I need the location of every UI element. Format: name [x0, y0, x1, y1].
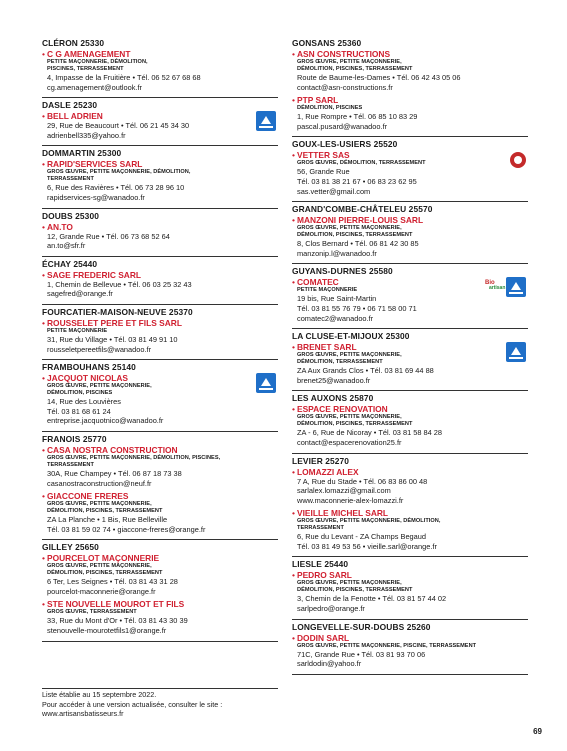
city-heading: DOUBS 25300 [42, 210, 99, 221]
address-line: 8, Clos Bernard • Tél. 06 81 42 30 85 [297, 239, 419, 249]
contact-link[interactable]: contact@espacerenovation25.fr [297, 437, 402, 447]
bullet-icon: • [292, 508, 295, 519]
city-section-frambouhans-25140 [42, 362, 278, 432]
contact-link[interactable]: rousseletpereetfils@wanadoo.fr [47, 344, 152, 354]
listing-comatec [292, 277, 528, 323]
contact-link[interactable]: rapidservices-sg@wanadoo.fr [47, 192, 145, 202]
bullet-icon: • [42, 111, 45, 122]
bullet-icon: • [42, 221, 45, 232]
bullet-icon: • [292, 277, 295, 288]
city-heading: DOMMARTIN 25300 [42, 148, 122, 159]
activity-line: PISCINES, TERRASSEMENT [47, 66, 124, 72]
company-name: JACQUOT NICOLAS [47, 373, 128, 384]
city-heading: LEVIER 25270 [292, 455, 350, 466]
address-line: Tél. 03 81 49 53 56 • vieille.sarl@orange.fr [297, 541, 437, 551]
address-line: 19 bis, Rue Saint-Martin [297, 294, 377, 304]
company-name: RAPID'SERVICES SARL [47, 159, 143, 170]
activity-line: GROS ŒUVRE, PETITE MAÇONNERIE, [297, 352, 402, 359]
activity-line: TERRASSEMENT [47, 176, 94, 183]
bullet-icon: • [292, 466, 295, 477]
page-number: 69 [533, 727, 542, 736]
bullet-icon: • [292, 150, 295, 161]
listing-lomazzi-alex [292, 467, 528, 506]
city-heading: GOUX-LES-USIERS 25520 [292, 139, 398, 150]
company-name: DODIN SARL [297, 632, 350, 643]
company-name: CASA NOSTRA CONSTRUCTION [47, 444, 178, 455]
listing-brenet-sarl [292, 342, 528, 385]
listing-sage-frederic-sarl [42, 270, 278, 299]
city-section-doubs-25300 [42, 211, 278, 257]
qualibat-logo-icon [506, 342, 526, 362]
contact-link[interactable]: adrienbell335@yahoo.fr [47, 130, 126, 140]
address-line: 12, Grande Rue • Tél. 06 73 68 52 64 [47, 231, 170, 241]
bullet-icon: • [42, 269, 45, 280]
city-section-fourcatier-maison-neuve-25370 [42, 307, 278, 360]
address-line: 71C, Grande Rue • Tél. 03 81 93 70 06 [297, 649, 426, 659]
activity-line: GROS ŒUVRE, PETITE MAÇONNERIE, DÉMOLITION, PISCINES, [47, 454, 221, 461]
activity-line: GROS ŒUVRE, PETITE MAÇONNERIE, PISCINE, TERRASSEMENT [297, 642, 477, 649]
company-name: PTP SARL [297, 95, 339, 106]
company-name: LOMAZZI ALEX [297, 466, 359, 477]
contact-link[interactable]: www.maconnerie-alex-lomazzi.fr [297, 495, 404, 505]
address-line: 56, Grande Rue [297, 167, 350, 177]
listing-espace-renovation [292, 404, 528, 447]
address-line: 6, Rue du Levant - ZA Champs Begaud [297, 532, 427, 542]
company-name: AN.TO [47, 221, 73, 232]
company-name: BELL ADRIEN [47, 111, 103, 122]
company-name: ESPACE RENOVATION [297, 404, 388, 415]
address-line: 7 A, Rue du Stade • Tél. 06 83 86 00 48 [297, 476, 428, 486]
listing-an-to [42, 222, 278, 251]
listing-ptp-sarl [292, 95, 528, 131]
contact-link[interactable]: sagefred@orange.fr [47, 289, 113, 299]
bullet-icon: • [292, 404, 295, 415]
activity-line: PETITE MAÇONNERIE, DÉMOLITION, [47, 59, 148, 65]
contact-link[interactable]: sas.vetter@gmail.com [297, 186, 371, 196]
listing-manzoni-pierre-louis-sarl [292, 215, 528, 258]
bullet-icon: • [42, 159, 45, 170]
listing-c-g-amenagement [42, 49, 278, 92]
city-heading: FRANOIS 25770 [42, 433, 107, 444]
certification-seal-icon [510, 152, 526, 168]
bullet-icon: • [42, 317, 45, 328]
city-heading: FOURCATIER-MAISON-NEUVE 25370 [42, 306, 193, 317]
contact-link[interactable]: pourcelot-maconnerie@orange.fr [47, 586, 156, 596]
city-heading: LONGEVELLE-SUR-DOUBS 25260 [292, 621, 431, 632]
listing-asn-constructions [292, 49, 528, 92]
listing-pourcelot-maconnerie [42, 553, 278, 596]
bullet-icon: • [292, 570, 295, 581]
city-section-longevelle-sur-doubs-25260 [292, 622, 528, 675]
activity-line: TERRASSEMENT [297, 525, 344, 532]
activity-line: GROS ŒUVRE, DÉMOLITION, TERRASSEMENT [297, 160, 426, 167]
city-section-dommartin-25300 [42, 148, 278, 208]
company-name: PEDRO SARL [297, 570, 352, 581]
contact-link[interactable]: entreprise.jacquotnico@wanadoo.fr [47, 416, 164, 426]
activity-line: DÉMOLITION, PISCINES, TERRASSEMENT [47, 508, 163, 515]
listing-casa-nostra-construction [42, 445, 278, 488]
company-name: COMATEC [297, 277, 339, 288]
activity-line: GROS ŒUVRE, PETITE MAÇONNERIE, [297, 225, 402, 232]
address-line: ZA La Planche • 1 Bis, Rue Belleville [47, 515, 168, 525]
contact-link[interactable]: comatec2@wanadoo.fr [297, 313, 374, 323]
bullet-icon: • [292, 342, 295, 353]
company-name: MANZONI PIERRE-LOUIS SARL [297, 215, 424, 226]
city-section-dasle-25230 [42, 100, 278, 146]
address-line: 31, Rue du Village • Tél. 03 81 49 91 10 [47, 334, 178, 344]
bullet-icon: • [42, 553, 45, 564]
activity-line: GROS ŒUVRE, PETITE MAÇONNERIE, [297, 59, 402, 65]
city-heading: ÉCHAY 25440 [42, 258, 98, 269]
address-line: 6, Rue des Ravières • Tél. 06 73 28 96 10 [47, 183, 185, 193]
activity-line: DÉMOLITION, PISCINES [47, 390, 113, 397]
contact-link[interactable]: pascal.pusard@wanadoo.fr [297, 121, 388, 131]
city-heading: CLÉRON 25330 [42, 38, 105, 48]
address-line: 14, Rue des Louvières [47, 397, 121, 407]
artisan-logo-icon [485, 280, 506, 294]
activity-line: GROS ŒUVRE, TERRASSEMENT [47, 609, 137, 616]
company-name: ASN CONSTRUCTIONS [297, 49, 391, 59]
listing-dodin-sarl [292, 633, 528, 669]
bullet-icon: • [42, 444, 45, 455]
city-section-guyans-durnes-25580 [292, 266, 528, 329]
city-heading: LIESLE 25440 [292, 559, 349, 570]
address-line: 6 Ter, Les Seignes • Tél. 03 81 43 31 28 [47, 577, 178, 587]
city-section-gonsans-25360 [292, 38, 528, 137]
listing-rapid-services-sarl [42, 159, 278, 202]
city-section-cleron-25330 [42, 38, 278, 98]
activity-line: TERRASSEMENT [47, 461, 94, 468]
company-name: VETTER SAS [297, 150, 350, 161]
contact-link[interactable]: sarlpedro@orange.fr [297, 604, 365, 614]
address-line: 30A, Rue Champey • Tél. 06 87 18 73 38 [47, 468, 182, 478]
address-line: Tél. 03 81 55 76 79 • 06 71 58 00 71 [297, 303, 417, 313]
activity-line: GROS ŒUVRE, PETITE MAÇONNERIE, DÉMOLITION, [297, 518, 441, 525]
footer-note [42, 688, 278, 719]
city-section-liesle-25440 [292, 559, 528, 619]
artisan-logo-text-1: Bio [485, 280, 495, 287]
bullet-icon: • [292, 632, 295, 643]
contact-link[interactable]: brenet25@wanadoo.fr [297, 375, 371, 385]
city-heading: GONSANS 25360 [292, 38, 362, 48]
address-line: 1, Rue Rompre • Tél. 06 85 10 83 29 [297, 112, 418, 122]
footer-link[interactable]: www.artisansbatisseurs.fr [42, 709, 124, 718]
city-heading: LES AUXONS 25870 [292, 393, 374, 404]
address-line: 29, Rue de Beaucourt • Tél. 06 21 45 34 30 [47, 121, 190, 131]
activity-line: PETITE MAÇONNERIE [297, 287, 358, 294]
certification-badges [256, 111, 276, 131]
activity-line: GROS ŒUVRE, PETITE MAÇONNERIE, [47, 563, 152, 570]
city-heading: GUYANS-DURNES 25580 [292, 266, 393, 277]
activity-line: GROS ŒUVRE, PETITE MAÇONNERIE, [297, 414, 402, 421]
bullet-icon: • [292, 215, 295, 226]
certification-badges [506, 342, 526, 362]
company-name: GIACCONE FRERES [47, 491, 129, 502]
certification-badges [485, 277, 526, 297]
contact-link[interactable]: sarlalex.lomazzi@gmail.com [297, 486, 391, 496]
company-name: ROUSSELET PERE ET FILS SARL [47, 317, 182, 328]
city-heading: GILLEY 25650 [42, 542, 99, 553]
qualibat-logo-icon [256, 373, 276, 393]
city-section-echay-25440 [42, 259, 278, 305]
address-line: Tél. 03 81 38 21 67 • 06 83 23 62 95 [297, 176, 417, 186]
city-heading: DASLE 25230 [42, 100, 98, 111]
right-column [292, 38, 528, 677]
activity-line: DÉMOLITION, PISCINES, TERRASSEMENT [47, 570, 163, 577]
qualibat-logo-icon [256, 111, 276, 131]
contact-link[interactable]: casanostraconstruction@neuf.fr [47, 478, 152, 488]
listing-pedro-sarl [292, 570, 528, 613]
city-section-la-cluse-et-mijoux-25300 [292, 331, 528, 391]
address-line: Tél. 03 81 59 02 74 • giaccone-freres@orange.fr [47, 524, 206, 534]
city-section-levier-25270 [292, 456, 528, 558]
address-line: 4, Impasse de la Fruitière • Tél. 06 52 67 68 68 [47, 73, 201, 82]
address-line: ZA - 6, Rue de Nicoray • Tél. 03 81 58 84 28 [297, 428, 443, 438]
footer-line-date: Liste établie au 15 septembre 2022. [42, 690, 157, 699]
activity-line: GROS ŒUVRE, PETITE MAÇONNERIE, [47, 383, 152, 390]
listing-jacquot-nicolas [42, 373, 278, 426]
city-section-grand-combe-chateleu-25570 [292, 204, 528, 264]
listing-vetter-sas [292, 150, 528, 196]
bullet-icon: • [292, 95, 295, 106]
company-name: POURCELOT MAÇONNERIE [47, 553, 160, 564]
listing-ste-nouvelle-mourot-et-fils [42, 599, 278, 635]
listing-giaccone-freres [42, 491, 278, 534]
address-line: 1, Chemin de Bellevue • Tél. 06 03 25 32 43 [47, 279, 192, 289]
company-name: BRENET SARL [297, 342, 357, 353]
footer-line-info: Pour accéder à une version actualisée, consulter le site : [42, 699, 223, 709]
contact-link[interactable]: stenouvelle-mourotetfils1@orange.fr [47, 626, 167, 636]
activity-line: DÉMOLITION, PISCINES, TERRASSEMENT [297, 66, 413, 72]
activity-line: DÉMOLITION, PISCINES, TERRASSEMENT [297, 232, 413, 239]
city-section-les-auxons-25870 [292, 393, 528, 453]
city-heading: GRAND'COMBE-CHÂTELEU 25570 [292, 204, 433, 215]
left-column [42, 38, 278, 644]
activity-line: PETITE MAÇONNERIE [47, 327, 108, 334]
artisan-logo-text-2: artisan [489, 285, 506, 292]
city-section-goux-les-usiers-25520 [292, 139, 528, 202]
contact-link[interactable]: cg.amenagement@outlook.fr [47, 82, 143, 92]
contact-link[interactable]: an.to@sfr.fr [47, 241, 86, 251]
contact-link[interactable]: manzonip.l@wanadoo.fr [297, 248, 377, 258]
bullet-icon: • [292, 49, 295, 59]
activity-line: DÉMOLITION, PISCINES, TERRASSEMENT [297, 587, 413, 594]
company-name: STE NOUVELLE MOUROT ET FILS [47, 599, 185, 610]
bullet-icon: • [42, 373, 45, 384]
city-heading: LA CLUSE-ET-MIJOUX 25300 [292, 331, 410, 342]
address-line: Tél. 03 81 68 61 24 [47, 406, 111, 416]
company-name: VIEILLE MICHEL SARL [297, 508, 389, 519]
company-name: SAGE FREDERIC SARL [47, 269, 141, 280]
city-heading: FRAMBOUHANS 25140 [42, 362, 136, 373]
address-line: 33, Rue du Mont d'Or • Tél. 03 81 43 30 39 [47, 616, 188, 626]
address-line: 3, Chemin de la Fenotte • Tél. 03 81 57 44 02 [297, 594, 447, 604]
activity-line: DÉMOLITION, PISCINES, TERRASSEMENT [297, 421, 413, 428]
bullet-icon: • [42, 599, 45, 610]
city-section-franois-25770 [42, 434, 278, 540]
bullet-icon: • [42, 491, 45, 502]
activity-line: GROS ŒUVRE, PETITE MAÇONNERIE, [47, 501, 152, 508]
listing-bell-adrien [42, 111, 278, 140]
bullet-icon: • [42, 49, 45, 59]
activity-line: GROS ŒUVRE, PETITE MAÇONNERIE, [297, 580, 402, 587]
address-line: Route de Baume-les-Dames • Tél. 06 42 43 05 06 [297, 73, 461, 82]
contact-link[interactable]: sarldodin@yahoo.fr [297, 659, 362, 669]
listing-rousselet-pere-et-fils-sarl [42, 318, 278, 354]
certification-badges [256, 373, 276, 393]
qualibat-logo-icon [506, 277, 526, 297]
activity-line: GROS ŒUVRE, PETITE MAÇONNERIE, DÉMOLITION, [47, 169, 191, 176]
city-section-gilley-25650 [42, 542, 278, 641]
contact-link[interactable]: contact@asn-constructions.fr [297, 82, 393, 92]
activity-line: DÉMOLITION, TERRASSEMENT [297, 359, 383, 366]
company-name: C G AMENAGEMENT [47, 49, 131, 59]
activity-line: DÉMOLITION, PISCINES [297, 105, 363, 112]
listing-vieille-michel-sarl [292, 508, 528, 551]
certification-badges [510, 150, 526, 168]
address-line: ZA Aux Grands Clos • Tél. 03 81 69 44 88 [297, 366, 434, 376]
